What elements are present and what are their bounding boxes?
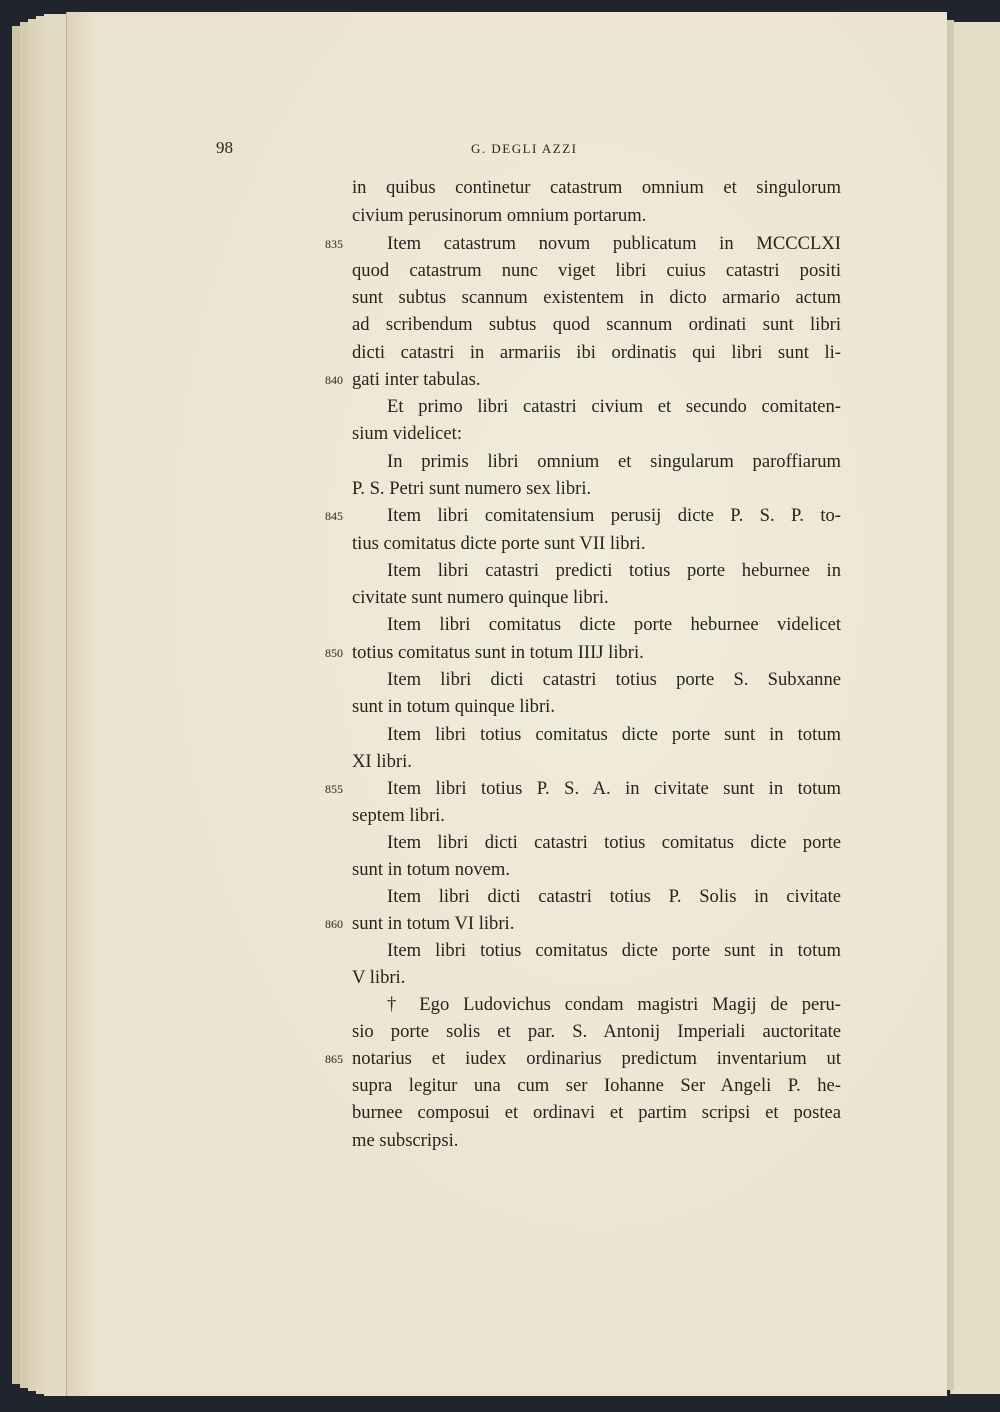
text-line: Item libri comitatensium perusij dicte P. S. P. to- [387, 505, 841, 526]
text-line: Item libri totius comitatus dicte porte sunt in totum [387, 724, 841, 745]
running-head: G. DEGLI AZZI [471, 141, 578, 156]
text-line: sunt subtus scannum existentem in dicto armario actum [352, 287, 841, 308]
text-line: dicti catastri in armariis ibi ordinatis qui libri sunt li- [352, 342, 841, 363]
text-line: In primis libri omnium et singularum paroffiarum [387, 451, 841, 472]
text-line: sunt in totum quinque libri. [352, 696, 555, 717]
line-number: 840 [325, 373, 343, 387]
text-line: sium videlicet: [352, 423, 462, 444]
page-number: 98 [216, 138, 233, 157]
text-line: Item catastrum novum publicatum in MCCCLXI [387, 233, 841, 254]
line-number: 835 [325, 237, 343, 251]
text-line: notarius et iudex ordinarius predictum inventarium ut [352, 1048, 841, 1069]
text-line: XI libri. [352, 751, 412, 772]
text-line: Item libri comitatus dicte porte heburnee videlicet [387, 614, 841, 635]
text-line: supra legitur una cum ser Iohanne Ser Angeli P. he- [352, 1075, 841, 1096]
text-line: sio porte solis et par. S. Antonij Imperiali auctoritate [352, 1021, 841, 1042]
line-number: 850 [325, 646, 343, 660]
text-line: sunt in totum novem. [352, 859, 511, 880]
text-line: me subscripsi. [352, 1130, 459, 1151]
text-line: P. S. Petri sunt numero sex libri. [352, 478, 592, 499]
line-number: 860 [325, 917, 343, 931]
text-line: civitate sunt numero quinque libri. [352, 587, 609, 608]
text-line: Item libri catastri predicti totius porte heburnee in [387, 560, 841, 581]
text-line: tius comitatus dicte porte sunt VII libri. [352, 533, 646, 554]
text-line: civium perusinorum omnium portarum. [352, 205, 647, 226]
text-line: Item libri dicti catastri totius comitatus dicte porte [387, 832, 841, 853]
text-line: Item libri dicti catastri totius porte S. Subxanne [387, 669, 841, 690]
text-line: ad scribendum subtus quod scannum ordinati sunt libri [352, 314, 841, 335]
line-number: 865 [325, 1052, 343, 1066]
line-number: 845 [325, 509, 343, 523]
text-line: totius comitatus sunt in totum IIIJ libri. [352, 642, 644, 663]
text-line: Et primo libri catastri civium et secundo comitaten- [387, 396, 841, 417]
text-line: Item libri dicti catastri totius P. Solis in civitate [387, 886, 841, 907]
text-line: gati inter tabulas. [352, 369, 481, 390]
text-line: burnee composui et ordinavi et partim scripsi et postea [352, 1102, 841, 1123]
page-header [0, 138, 1000, 162]
text-line: sunt in totum VI libri. [352, 913, 515, 934]
text-line: Item libri totius comitatus dicte porte sunt in totum [387, 940, 841, 961]
text-line: V libri. [352, 967, 406, 988]
text-line: † Ego Ludovichus condam magistri Magij de peru- [387, 994, 841, 1015]
text-line: quod catastrum nunc viget libri cuius catastri positi [352, 260, 841, 281]
text-line: in quibus continetur catastrum omnium et singulorum [352, 177, 841, 198]
text-line: Item libri totius P. S. A. in civitate sunt in totum [387, 778, 841, 799]
text-line: septem libri. [352, 805, 445, 826]
facing-page [950, 22, 1000, 1394]
line-number: 855 [325, 782, 343, 796]
